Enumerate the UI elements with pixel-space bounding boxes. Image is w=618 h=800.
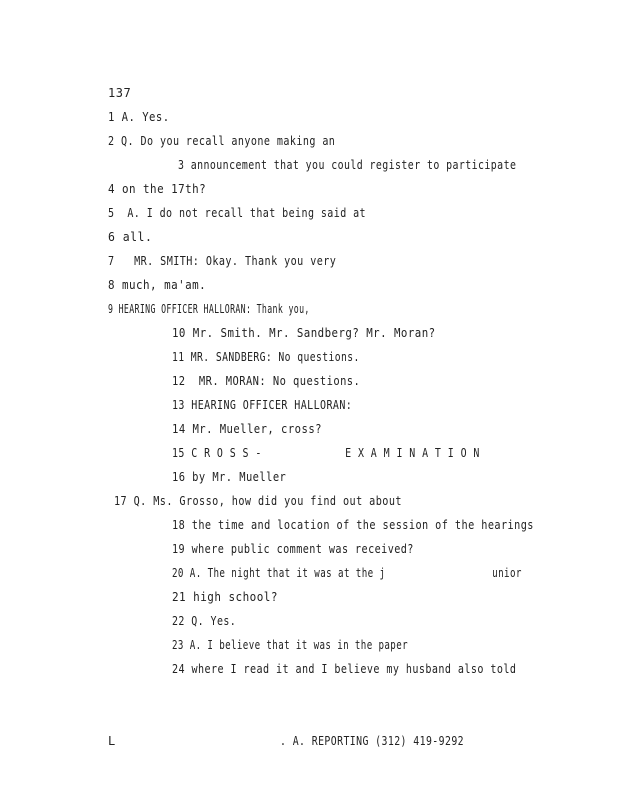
transcript-line-23: 23 A. I believe that it was in the paper — [172, 638, 408, 652]
footer-left-text: L — [108, 734, 116, 748]
transcript-line-10: 10 Mr. Smith. Mr. Sandberg? Mr. Moran? — [172, 326, 436, 340]
transcript-line-22: 22 Q. Yes. — [172, 614, 237, 628]
transcript-line-17: 17 Q. Ms. Grosso, how did you find out about — [114, 494, 402, 508]
transcript-line-14: 14 Mr. Mueller, cross? — [172, 422, 322, 436]
transcript-line-16: 16 by Mr. Mueller — [172, 470, 287, 484]
transcript-line-12: 12 MR. MORAN: No questions. — [172, 374, 361, 388]
transcript-line-6: 6 all. — [108, 230, 153, 244]
transcript-line-21: 21 high school? — [172, 590, 278, 604]
transcript-line-20: 20 A. The night that it was at the j unior — [172, 566, 522, 580]
transcript-line-11: 11 MR. SANDBERG: No questions. — [172, 350, 360, 364]
transcript-line-13: 13 HEARING OFFICER HALLORAN: — [172, 398, 353, 412]
footer-reporting-text: . A. REPORTING (312) 419-9292 — [280, 734, 465, 748]
page-number: 137 — [108, 86, 132, 100]
transcript-line-1: 1 A. Yes. — [108, 110, 170, 124]
transcript-line-5: 5 A. I do not recall that being said at — [108, 206, 366, 220]
transcript-line-24: 24 where I read it and I believe my husband also told — [172, 662, 517, 676]
transcript-line-4: 4 on the 17th? — [108, 182, 207, 196]
transcript-line-8: 8 much, ma'am. — [108, 278, 207, 292]
transcript-line-7: 7 MR. SMITH: Okay. Thank you very — [108, 254, 337, 268]
transcript-line-2: 2 Q. Do you recall anyone making an — [108, 134, 336, 148]
transcript-line-15: 15 C R O S S - E X A M I N A T I O N — [172, 446, 480, 460]
transcript-line-19: 19 where public comment was received? — [172, 542, 414, 556]
transcript-line-9: 9 HEARING OFFICER HALLORAN: Thank you, — [108, 302, 310, 316]
transcript-line-18: 18 the time and location of the session of the hearings — [172, 518, 534, 532]
transcript-line-3: 3 announcement that you could register to participate — [178, 158, 517, 172]
